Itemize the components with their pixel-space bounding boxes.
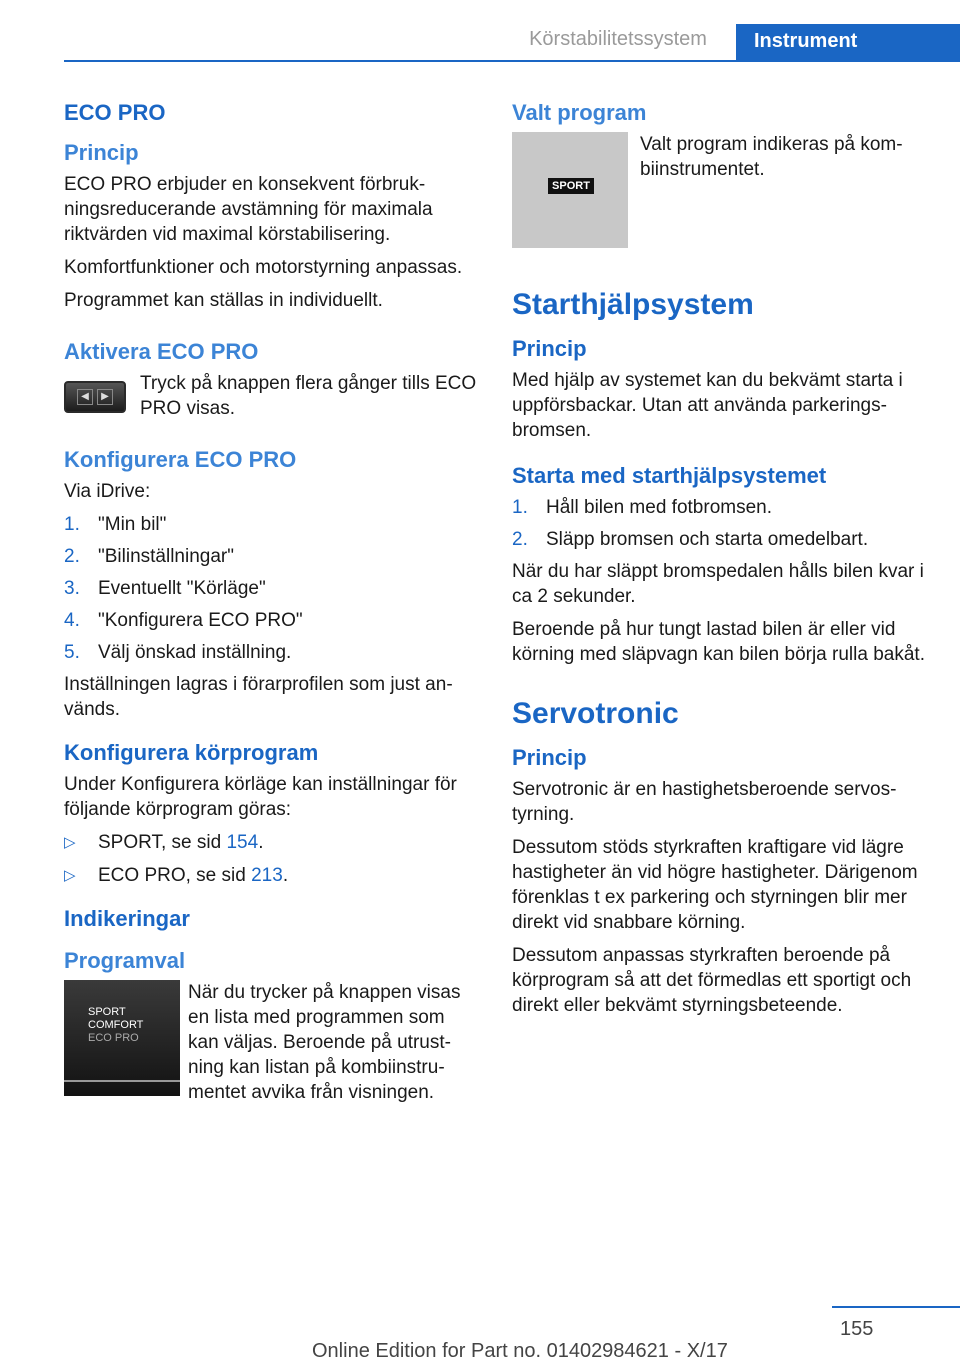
list-item: 5. Välj önskad inställning. bbox=[64, 642, 292, 663]
list-item: 2. "Bilinställningar" bbox=[64, 546, 234, 567]
list-item: 1. Håll bilen med fotbromsen. bbox=[512, 497, 772, 518]
korprogram-text: Under Konfigurera körläge kan inställningar för följande körprogram göras: bbox=[64, 774, 457, 820]
servotronic-heading: Servotronic bbox=[512, 697, 679, 730]
princip-paragraph-2: Komfortfunktioner och motorstyrning anpassas. bbox=[64, 257, 463, 278]
programval-row bbox=[64, 980, 478, 1105]
aktivera-text: Tryck på knappen flera gånger tills ECO PRO visas. bbox=[140, 373, 477, 419]
valt-program-heading: Valt program bbox=[512, 100, 647, 125]
program-list-image bbox=[64, 980, 180, 1096]
aktivera-heading: Aktivera ECO PRO bbox=[64, 339, 259, 364]
konfigurera-heading: Konfigurera ECO PRO bbox=[64, 447, 297, 472]
eco-pro-button-image bbox=[64, 381, 126, 413]
sport-indicator-image bbox=[512, 132, 628, 248]
triangle-bullet-icon: ▷ bbox=[64, 867, 76, 884]
program-option: COMFORT bbox=[88, 1019, 144, 1031]
princip-paragraph-3: Programmet kan ställas in individuellt. bbox=[64, 290, 383, 311]
arrow-left-icon: ◀ bbox=[77, 389, 93, 405]
sport-label: SPORT bbox=[548, 178, 594, 194]
list-item: ▷ SPORT, se sid 154. bbox=[64, 832, 264, 853]
servo-paragraph-1: Servotronic är en hastighetsberoende servostyrning. bbox=[512, 779, 897, 825]
valt-text: Valt program indikeras på kombiinstrumentet. bbox=[640, 134, 903, 180]
starta-heading: Starta med starthjälpsystemet bbox=[512, 463, 827, 488]
korprogram-heading: Konfigurera körprogram bbox=[64, 740, 319, 765]
programval-text: När du trycker på knappen visas en lista med programmen som kan väljas. Beroende på utrustning kan listan på kombiinstrumentet avvika från visningen. bbox=[188, 982, 461, 1103]
list-item: ▷ ECO PRO, se sid 213. bbox=[64, 865, 289, 886]
princip-paragraph-1: ECO PRO erbjuder en konsekvent förbrukningsreducerande avstämning för maximala riktvärden vid maximal körstabilisering. bbox=[64, 174, 433, 245]
list-item: 1. "Min bil" bbox=[64, 514, 167, 535]
aktivera-row bbox=[64, 371, 478, 421]
left-column bbox=[64, 100, 478, 1113]
page-link[interactable]: 213 bbox=[251, 865, 283, 886]
servo-paragraph-3: Dessutom anpassas styrkraften beroende på körprogram så att det förmedlas ett sportigt och direkt eller bekvämt styrningsbeteende. bbox=[512, 945, 912, 1016]
indikeringar-heading: Indikeringar bbox=[64, 906, 190, 931]
header-section-title: Körstabilitetssystem bbox=[529, 28, 707, 50]
header-rule bbox=[64, 60, 960, 62]
starthjalp-heading: Starthjälpsystem bbox=[512, 288, 754, 321]
princip-heading: Princip bbox=[64, 140, 139, 165]
page-link[interactable]: 154 bbox=[226, 832, 259, 853]
servo-princip-heading: Princip bbox=[512, 745, 587, 770]
arrow-right-icon: ▶ bbox=[97, 389, 113, 405]
list-item: 3. Eventuellt "Körläge" bbox=[64, 578, 266, 599]
konfigurera-intro: Via iDrive: bbox=[64, 481, 151, 502]
start-princip-heading: Princip bbox=[512, 336, 587, 361]
start-paragraph: Med hjälp av systemet kan du bekvämt starta i uppförsbackar. Utan att använda parkeringsbromsen. bbox=[512, 370, 903, 441]
program-option: ECO PRO bbox=[88, 1032, 139, 1044]
starta-paragraph-2: Beroende på hur tungt lastad bilen är eller vid körning med släpvagn kan bilen börja rulla bakåt. bbox=[512, 619, 925, 665]
korprogram-list bbox=[64, 830, 478, 888]
konfigurera-after: Inställningen lagras i förarprofilen som just används. bbox=[64, 674, 453, 720]
valt-row bbox=[512, 132, 930, 248]
programval-heading: Programval bbox=[64, 948, 186, 973]
page-header bbox=[0, 0, 960, 62]
page-number: 155 bbox=[840, 1318, 874, 1340]
eco-pro-heading: ECO PRO bbox=[64, 100, 166, 125]
triangle-bullet-icon: ▷ bbox=[64, 834, 76, 851]
right-column bbox=[512, 100, 930, 1026]
servo-paragraph-2: Dessutom stöds styrkraften kraftigare vid lägre hastigheter än vid högre hastigheter. Därigenom förenklas t ex parkering och styrningen blir mer direkt vid snabbare körning. bbox=[512, 837, 918, 933]
program-option: SPORT bbox=[88, 1006, 126, 1018]
list-item: 4. "Konfigurera ECO PRO" bbox=[64, 610, 303, 631]
edition-text: Online Edition for Part no. 01402984621 - X/17 bbox=[312, 1340, 728, 1362]
list-item: 2. Släpp bromsen och starta omedelbart. bbox=[512, 529, 869, 550]
konfigurera-steps bbox=[64, 512, 478, 665]
header-chapter-tab[interactable]: Instrument bbox=[736, 24, 960, 62]
starta-paragraph-1: När du har släppt bromspedalen hålls bilen kvar i ca 2 sekunder. bbox=[512, 561, 924, 607]
footer-rule bbox=[832, 1306, 960, 1308]
starta-steps bbox=[512, 495, 930, 552]
